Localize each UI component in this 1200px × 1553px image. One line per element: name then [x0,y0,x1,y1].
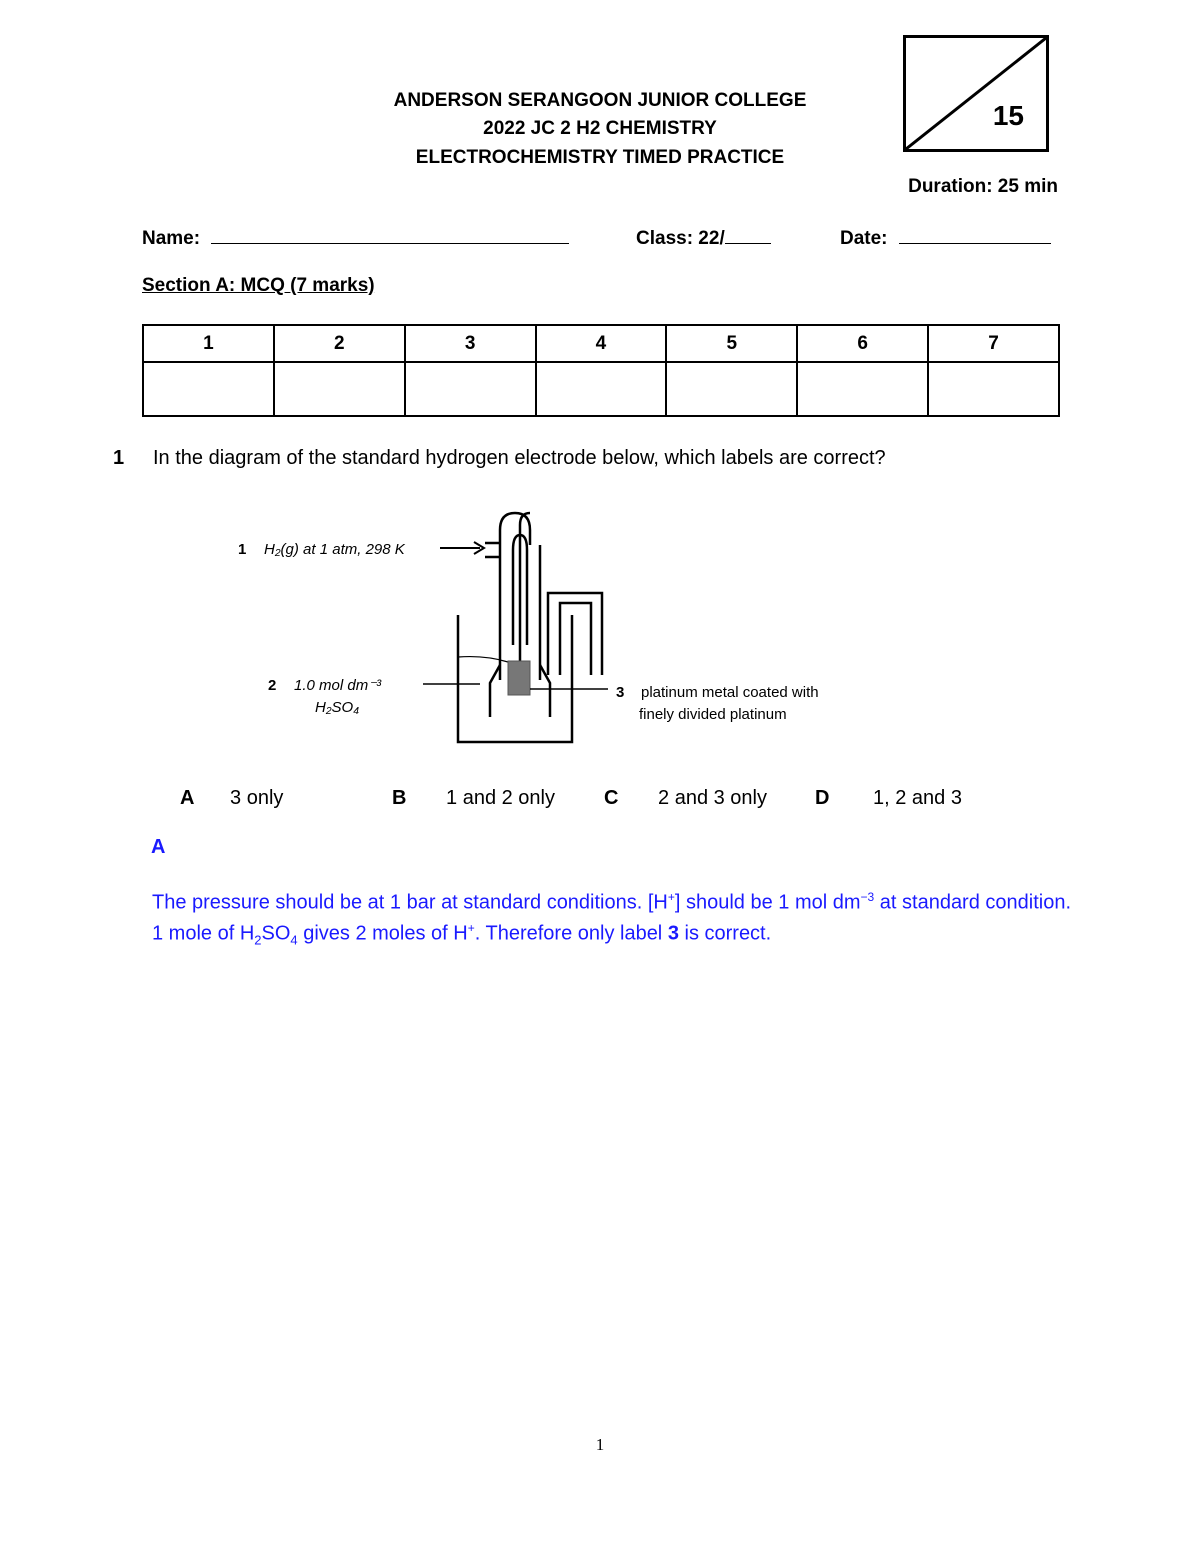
outlet-tube-inner [560,603,591,675]
grid-answer-row[interactable] [143,362,1059,416]
grid-header-cell: 2 [274,325,405,362]
explanation-text: gives 2 moles of H [297,922,468,945]
option-text: 1 and 2 only [446,787,555,809]
grid-answer-cell[interactable] [274,362,405,416]
option-letter: B [392,787,407,809]
grid-header-cell: 1 [143,325,274,362]
option-text: 3 only [230,787,284,809]
explanation-sup: −3 [860,890,875,904]
grid-answer-cell[interactable] [536,362,667,416]
grid-answer-cell[interactable] [143,362,274,416]
grid-answer-cell[interactable] [797,362,928,416]
option-c[interactable] [604,787,767,810]
option-text: 1, 2 and 3 [873,787,962,809]
course-title: 2022 JC 2 H2 CHEMISTRY [483,118,717,139]
question-text: In the diagram of the standard hydrogen electrode below, which labels are correct? [153,447,886,469]
option-letter: C [604,787,619,809]
name-label: Name: [142,228,201,249]
date-label: Date: [840,228,888,249]
answer-letter: A [151,836,166,858]
label3-line1: platinum metal coated with [641,684,819,701]
explanation-text: ] should be 1 mol dm [674,891,861,914]
option-letter: D [815,787,830,809]
college-name: ANDERSON SERANGOON JUNIOR COLLEGE [393,90,807,111]
platinum-electrode [508,661,530,695]
name-blank[interactable] [211,225,569,244]
explanation-sup: + [467,920,475,935]
explanation-text: is correct. [678,922,772,945]
hydrogen-electrode-diagram [230,505,870,755]
gas-inlet [485,543,500,557]
practice-title: ELECTROCHEMISTRY TIMED PRACTICE [415,147,785,168]
grid-answer-cell[interactable] [666,362,797,416]
explanation-sub: 2 [254,932,262,948]
label3-line2: finely divided platinum [639,706,787,723]
marks-box [903,35,1049,152]
label2-number: 2 [268,677,277,694]
option-d[interactable] [815,787,962,810]
grid-header-cell: 6 [797,325,928,362]
explanation-text: SO [261,922,291,945]
option-letter: A [180,787,195,809]
section-title: Section A: MCQ (7 marks) [142,275,375,296]
bell-left [490,665,500,717]
option-text: 2 and 3 only [658,787,767,809]
marks-total: 15 [992,100,1024,131]
explanation-text: . Therefore only label [474,922,668,945]
option-b[interactable] [392,787,555,810]
label2-formula: H₂SO₄ [315,699,360,716]
explanation-bold: 3 [667,922,679,945]
option-a[interactable] [180,787,283,810]
grid-header-row [143,325,1059,362]
label1-text: H₂(g) at 1 atm, 298 K [264,541,405,558]
date-field[interactable] [840,225,1051,250]
marks-box-diagonal [906,38,1046,149]
outlet-tube-outer [548,593,602,675]
grid-header-cell: 4 [536,325,667,362]
grid-answer-cell[interactable] [405,362,536,416]
explanation-sup: + [667,890,675,904]
apparatus [458,505,602,742]
explanation-sub: 4 [290,932,298,948]
explanation-text: The pressure should be at 1 bar at standard conditions. [H [152,891,668,914]
label3-number: 3 [616,684,625,701]
grid-header-cell: 7 [928,325,1059,362]
grid-header-cell: 5 [666,325,797,362]
class-label: Class: 22/ [636,228,725,249]
answer-explanation [152,885,1072,952]
mcq-answer-grid [142,324,1060,417]
grid-answer-cell[interactable] [928,362,1059,416]
label1-number: 1 [238,541,247,558]
duration: Duration: 25 min [908,176,1058,197]
class-field[interactable] [636,225,771,250]
explanation-text: at standard condition. 1 mole of H [152,891,1072,945]
class-blank[interactable] [725,225,771,244]
grid-header-cell: 3 [405,325,536,362]
label2-concentration: 1.0 mol dm⁻³ [294,677,382,694]
date-blank[interactable] [899,225,1051,244]
question-number: 1 [113,447,125,469]
page-number: 1 [595,1435,605,1454]
name-field[interactable] [142,225,569,250]
